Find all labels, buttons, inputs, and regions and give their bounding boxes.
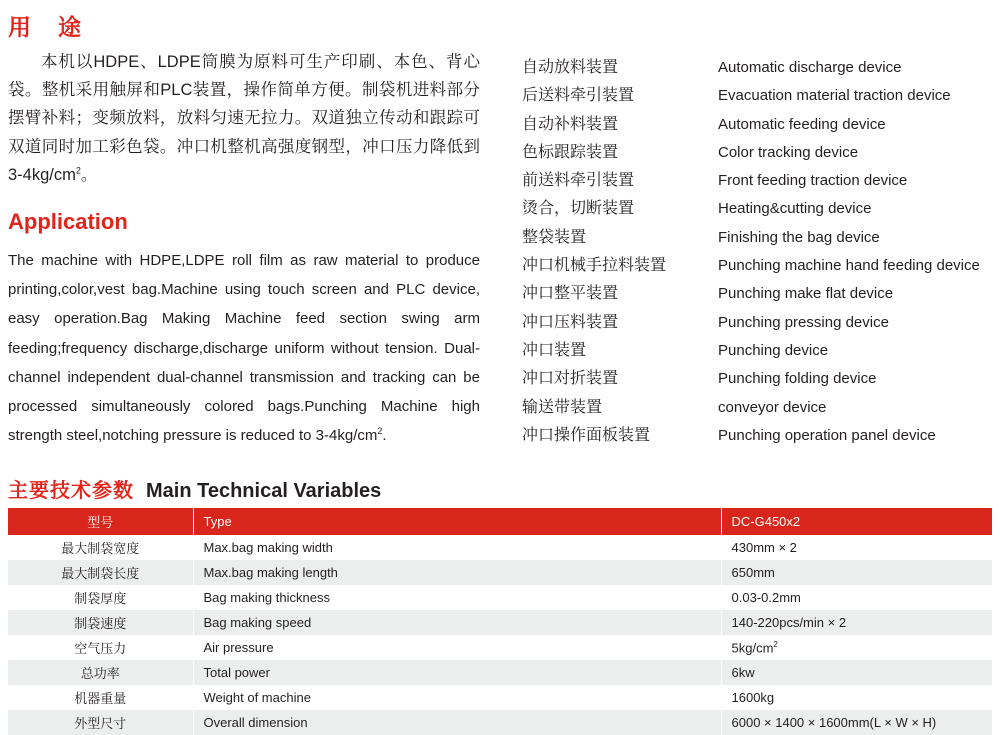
device-name-cn: 冲口机械手拉料装置 [522,257,667,275]
spec-value: 140-220pcs/min × 2 [721,610,992,635]
spec-value: 6000 × 1400 × 1600mm(L × W × H) [721,710,992,735]
column-header-value: DC-G450x2 [721,508,992,535]
device-name-cn: 前送料牵引装置 [522,172,635,190]
application-section [8,14,480,451]
spec-value: 650mm [721,560,992,585]
specs-table-head [8,508,992,535]
specs-table-body [8,535,992,735]
spec-value [721,635,992,660]
device-name-en: Punching make flat device [718,285,894,303]
device-name-cn: 烫合，切断装置 [522,200,635,218]
list-item [522,195,1000,223]
device-name-en: Front feeding traction device [718,172,908,190]
device-name-cn: 整袋装置 [522,228,587,246]
list-item [522,309,1000,337]
spec-label-cn: 机器重量 [8,685,193,710]
table-row [8,560,992,585]
device-name-en: Punching machine hand feeding device [718,257,980,275]
list-item [522,139,1000,167]
list-item [522,167,1000,195]
device-name-en: Automatic discharge device [718,59,902,76]
spec-label-en: Bag making speed [193,610,721,635]
spec-label-en: Total power [193,660,721,685]
table-row [8,685,992,710]
spec-value-superscript: 2 [773,639,778,649]
application-en-tail: . [382,427,387,445]
list-item [522,82,1000,110]
application-cn-tail: 。 [80,166,98,185]
list-item [522,54,1000,82]
spec-label-en: Weight of machine [193,685,721,710]
application-heading-en: Application [8,209,128,235]
spec-label-en: Max.bag making width [193,535,721,560]
device-name-cn: 冲口对折装置 [522,370,619,388]
list-item [522,422,1000,450]
spec-label-cn: 制袋速度 [8,610,193,635]
spec-label-cn: 总功率 [8,660,193,685]
list-item [522,337,1000,365]
spec-label-cn: 最大制袋宽度 [8,535,193,560]
spec-value: 1600kg [721,685,992,710]
table-row [8,610,992,635]
application-en-superscript: 2 [377,426,383,437]
device-name-en: Punching folding device [718,370,877,388]
device-name-cn: 自动放料装置 [522,59,619,76]
device-list [522,54,1000,450]
column-header-type: Type [193,508,721,535]
spec-label-en: Air pressure [193,635,721,660]
device-name-en: Punching device [718,341,829,359]
device-name-en: Evacuation material traction device [718,87,951,105]
list-item [522,224,1000,252]
application-paragraph-en-text: The machine with HDPE,LDPE roll film as raw material to produce printing,color,vest bag.Machine using touch screen and PLC device, easy operation.Bag Making Machine feed section swing arm feeding;frequency discharge,discharge uniform without tension. Dual-channel independent dual-channel transmission and tracking can be processed simultaneously colored bags.Punching Machine high strength steel,notching pressure is reduced to 3-4kg/cm [8,251,480,445]
device-name-cn: 冲口整平装置 [522,285,619,303]
spec-label-cn: 外型尺寸 [8,710,193,735]
device-name-en: Punching operation panel device [718,426,936,444]
specs-title [8,474,381,503]
device-name-cn: 冲口操作面板装置 [522,426,651,444]
device-name-cn: 自动补料装置 [522,115,619,133]
device-name-cn: 冲口压料装置 [522,313,619,331]
spec-label-en: Bag making thickness [193,585,721,610]
spec-value: 430mm × 2 [721,535,992,560]
list-item [522,365,1000,393]
application-paragraph-en [8,246,480,451]
table-row [8,585,992,610]
column-header-model-cn: 型号 [8,508,193,535]
device-name-en: Finishing the bag device [718,228,880,246]
specs-title-en: Main Technical Variables [146,480,382,502]
spec-label-cn: 空气压力 [8,635,193,660]
device-name-en: Automatic feeding device [718,115,886,133]
spec-value: 6kw [721,660,992,685]
table-row [8,710,992,735]
spec-label-en: Max.bag making length [193,560,721,585]
application-paragraph-cn-text: 本机以HDPE、LDPE筒膜为原料可生产印刷、本色、背心袋。整机采用触屏和PLC装置，操作简单方便。制袋机进料部分摆臂补料；变频放料，放料匀速无拉力。双道独立传动和跟踪可双道同时加工彩色袋。冲口机整机高强度钢型，冲口压力降低到3-4kg/cm [8,52,480,185]
spec-value-text: 5kg/cm [731,640,774,656]
device-name-cn: 色标跟踪装置 [522,143,619,161]
device-name-cn: 输送带装置 [522,398,603,416]
list-item [522,280,1000,308]
spec-label-en: Overall dimension [193,710,721,735]
application-cn-superscript: 2 [75,165,81,176]
table-row [8,660,992,685]
table-row [8,535,992,560]
specs-title-cn: 主要技术参数 [8,480,134,502]
list-item [522,111,1000,139]
device-name-en: Heating&cutting device [718,200,872,218]
application-paragraph-cn [8,48,480,190]
spec-label-cn: 制袋厚度 [8,585,193,610]
device-name-en: conveyor device [718,398,827,416]
device-name-cn: 后送料牵引装置 [522,87,635,105]
spec-label-cn: 最大制袋长度 [8,560,193,585]
device-name-en: Punching pressing device [718,313,889,331]
device-name-cn: 冲口装置 [522,341,587,359]
spec-value: 0.03-0.2mm [721,585,992,610]
specs-table [8,508,992,735]
device-name-en: Color tracking device [718,143,859,161]
list-item [522,394,1000,422]
table-row [8,635,992,660]
list-item [522,252,1000,280]
table-header-row [8,508,992,535]
application-heading-cn: 用 途 [8,14,83,40]
